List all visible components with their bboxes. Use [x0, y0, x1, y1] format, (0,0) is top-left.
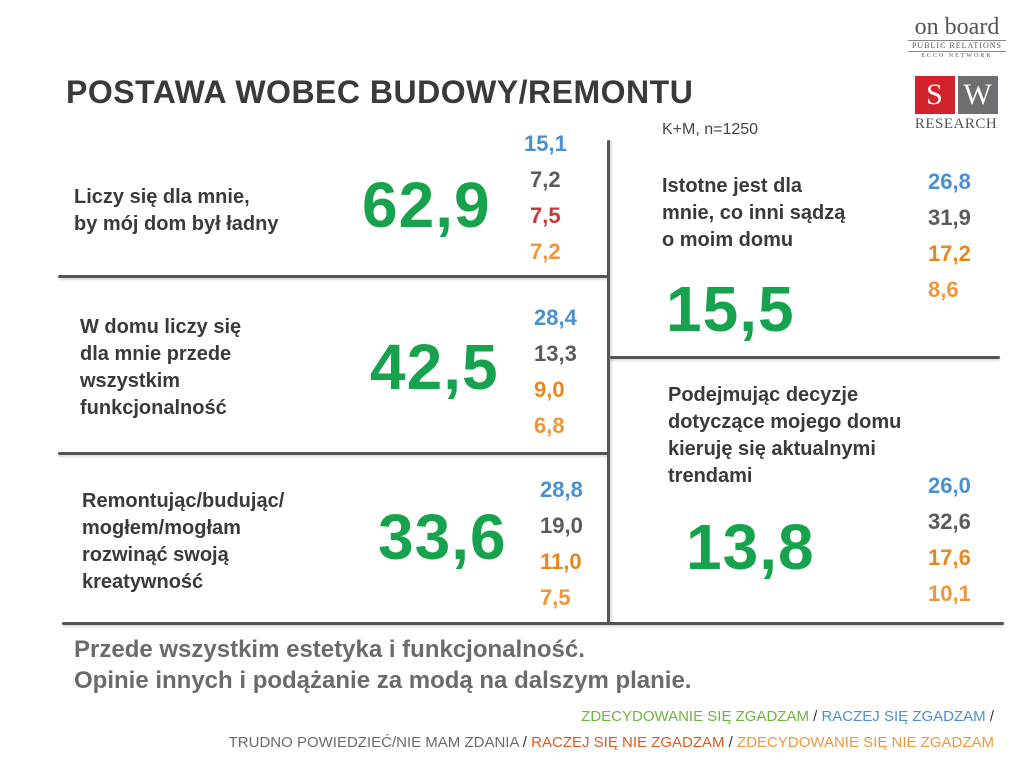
- divider-vertical: [607, 140, 610, 624]
- legend-separator: /: [724, 734, 738, 751]
- statement-3-line: rozwinąć swoją: [82, 544, 229, 566]
- total-5: 13,8: [686, 511, 815, 583]
- value-strongly-agree: 28,8: [540, 477, 583, 502]
- statement-5-line: Podejmując decyzje: [668, 384, 859, 406]
- values-1: [524, 126, 567, 270]
- value-hard-to-say: 7,5: [530, 203, 561, 228]
- value-rather-disagree: 7,5: [540, 585, 571, 610]
- statement-2-line: funkcjonalność: [80, 397, 227, 419]
- statement-3-line: mogłem/mogłam: [82, 517, 241, 539]
- value-rather-disagree: 6,8: [534, 413, 565, 438]
- statement-4: [662, 173, 845, 254]
- values-4: [928, 164, 971, 308]
- summary-line-2: Opinie innych i podążanie za modą na dalszym planie.: [74, 667, 692, 694]
- legend-rather-agree: RACZEJ SIĘ ZGADZAM: [821, 708, 986, 725]
- values-2: [534, 300, 577, 444]
- legend-separator: /: [985, 708, 994, 725]
- statement-5-line: dotyczące mojego domu: [668, 411, 902, 433]
- sw-logo-w: W: [958, 76, 998, 114]
- onboard-logo-main: on board: [914, 14, 1000, 40]
- legend-separator: /: [808, 708, 822, 725]
- divider-left-2: [58, 452, 610, 455]
- total-2: 42,5: [370, 331, 499, 403]
- divider-bottom: [62, 622, 1004, 625]
- value-rather-agree: 19,0: [540, 513, 583, 538]
- total-1: 62,9: [362, 169, 491, 241]
- statement-4-line: Istotne jest dla: [662, 175, 803, 197]
- summary-line-1: Przede wszystkim estetyka i funkcjonalność.: [74, 636, 585, 663]
- legend-hard-to-say: TRUDNO POWIEDZIEĆ/NIE MAM ZDANIA: [228, 734, 519, 751]
- statement-2-line: wszystkim: [80, 370, 181, 392]
- legend-row-1: [581, 708, 994, 725]
- legend-separator: /: [518, 734, 532, 751]
- legend-rather-disagree: RACZEJ SIĘ NIE ZGADZAM: [531, 734, 725, 751]
- values-5: [928, 468, 971, 612]
- statement-5-line: kieruję się aktualnymi: [668, 438, 876, 460]
- onboard-logo: [902, 14, 1012, 61]
- page-title: POSTAWA WOBEC BUDOWY/REMONTU: [66, 74, 694, 110]
- statement-3-line: Remontując/budując/: [82, 490, 285, 512]
- divider-left-1: [58, 275, 610, 278]
- value-hard-to-say: 11,0: [540, 549, 582, 574]
- statement-3: [82, 488, 284, 596]
- sw-logo-s: S: [915, 76, 955, 114]
- values-3: [540, 472, 583, 616]
- value-strongly-agree: 28,4: [534, 305, 577, 330]
- legend-strongly-agree: ZDECYDOWANIE SIĘ ZGADZAM: [581, 708, 809, 725]
- statement-2: [80, 314, 241, 422]
- value-hard-to-say: 9,0: [534, 377, 565, 402]
- statement-5-line: trendami: [668, 465, 753, 487]
- sw-logo-research: RESEARCH: [914, 116, 998, 132]
- value-rather-disagree: 7,2: [530, 239, 561, 264]
- value-strongly-agree: 26,0: [928, 473, 971, 498]
- value-rather-agree: 32,6: [928, 509, 971, 534]
- sample-size-label: K+M, n=1250: [662, 121, 759, 138]
- value-rather-agree: 7,2: [530, 167, 561, 192]
- value-rather-disagree: 8,6: [928, 277, 959, 302]
- statement-2-line: dla mnie przede: [80, 343, 232, 365]
- statement-5: [668, 382, 901, 490]
- value-hard-to-say: 17,6: [928, 545, 971, 570]
- sw-research-logo: [910, 76, 1002, 133]
- value-rather-agree: 31,9: [928, 205, 971, 230]
- statement-4-line: mnie, co inni sądzą: [662, 202, 846, 224]
- legend-row-2: [229, 734, 994, 751]
- summary: [74, 634, 691, 696]
- divider-right-1: [610, 356, 1000, 359]
- value-hard-to-say: 17,2: [928, 241, 971, 266]
- statement-3-line: kreatywność: [82, 571, 204, 593]
- value-strongly-agree: 15,1: [524, 131, 567, 156]
- statement-2-line: W domu liczy się: [80, 316, 242, 338]
- statement-1: [74, 184, 278, 238]
- onboard-logo-sub1: PUBLIC RELATIONS: [908, 40, 1006, 52]
- statement-4-line: o moim domu: [662, 229, 794, 251]
- total-4: 15,5: [666, 273, 795, 345]
- value-rather-agree: 13,3: [534, 341, 577, 366]
- total-3: 33,6: [378, 501, 507, 573]
- statement-1-line: by mój dom był ładny: [74, 213, 279, 235]
- value-rather-disagree: 10,1: [928, 581, 971, 606]
- legend-strongly-disagree: ZDECYDOWANIE SIĘ NIE ZGADZAM: [737, 734, 994, 751]
- statement-1-line: Liczy się dla mnie,: [74, 186, 250, 208]
- onboard-logo-sub2: ECCO NETWORK: [921, 53, 993, 59]
- value-strongly-agree: 26,8: [928, 169, 971, 194]
